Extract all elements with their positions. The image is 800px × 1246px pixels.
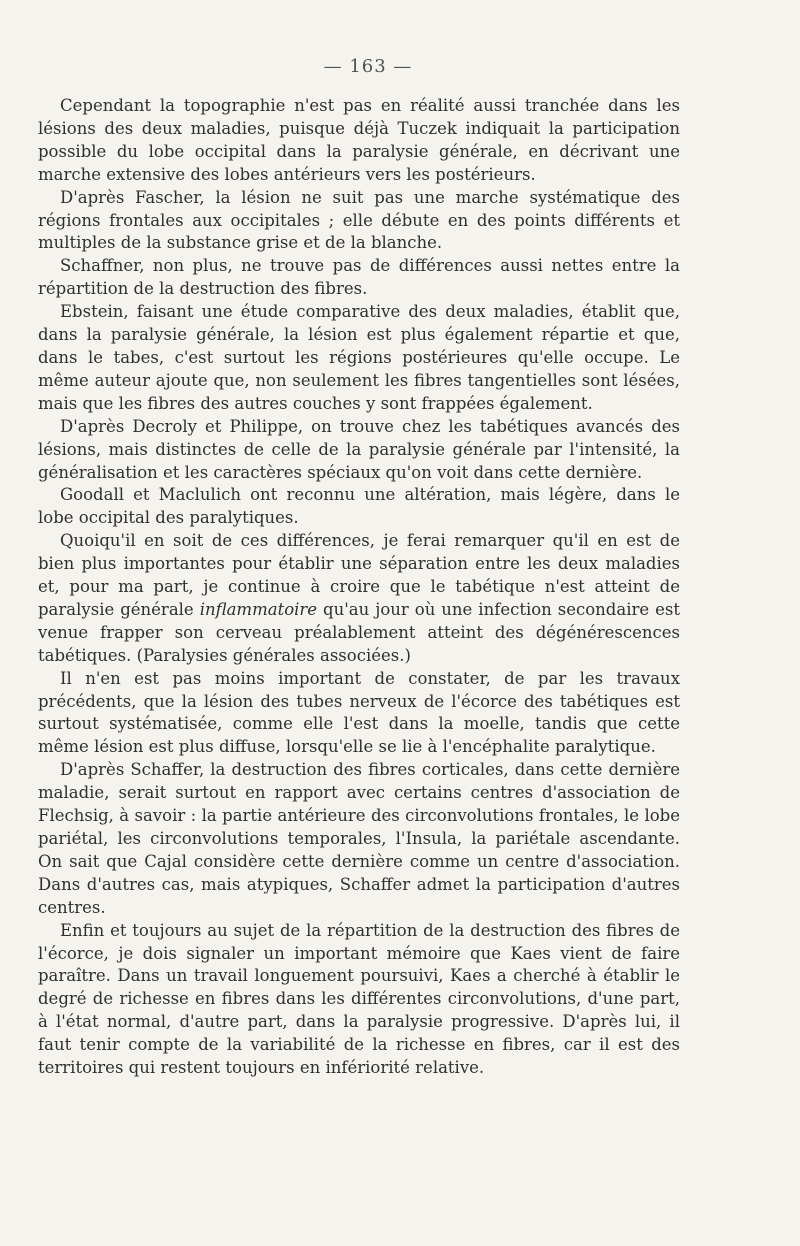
paragraph-5: D'après Decroly et Philippe, on trouve chez les tabétiques avancés des lésions, mais distinctes de celle de la paralysie générale par l'intensité, la généralisation et les caractères spéciaux qu'on voit dans cette dernière. (38, 416, 680, 482)
paragraph-9: D'après Schaffer, la destruction des fibres corticales, dans cette dernière maladie, serait surtout en rapport avec certains centres d'association de Flechsig, à savoir : la partie antérieure des circonvolutions frontales, le lobe pariétal, les circonvolutions temporales, l'Insula, la pariétale ascendante. On sait que Cajal considère cette dernière comme un centre d'association. Dans d'autres cas, mais atypiques, Schaffer admet la participation d'autres centres. (38, 760, 680, 917)
italic-term: inflammatoire (199, 599, 318, 619)
paragraph-7-start: Quoiqu'il en soit de ces différences, je ferai remarquer qu'il en est de bien plus importantes pour établir une séparation entre les deux maladies et, pour ma part, je continue à croire que le tabétique n'est atteint de paralysie générale (38, 531, 680, 619)
paragraph-8: Il n'en est pas moins important de constater, de par les travaux précédents, que la lésion des tubes nerveux de l'écorce des tabétiques est surtout systématisée, comme elle l'est dans la moelle, tandis que cette même lésion est plus diffuse, lorsqu'elle se lie à l'encéphalite paralytique. (38, 668, 680, 757)
paragraph-1: Cependant la topographie n'est pas en réalité aussi tranchée dans les lésions des deux maladies, puisque déjà Tuczek indiquait la participation possible du lobe occipital dans la paralysie générale, en décrivant une marche extensive des lobes antérieurs vers les postérieurs. (38, 96, 680, 184)
paragraph-10: Enfin et toujours au sujet de la répartition de la destruction des fibres de l'écorce, je dois signaler un important mémoire que Kaes vient de faire paraître. Dans un travail longuement poursuivi, Kaes a cherché à établir le degré de richesse en fibres dans les différentes circonvolutions, d'une part, à l'état normal, d'autre part, dans la paralysie progressive. D'après lui, il faut tenir compte de la variabilité de la richesse en fibres, car il est des territoires qui restent toujours en infériorité relative. (38, 920, 680, 1078)
paragraph-7-end: qu'au jour où une infection secondaire est venue frapper son cerveau préalablement atteint des dégénérescences tabétiques. (Paralysies générales associées.) (38, 599, 680, 665)
paragraph-6: Goodall et Maclulich ont reconnu une altération, mais légère, dans le lobe occipital des paralytiques. (38, 485, 680, 528)
page-number: — 163 — (323, 56, 413, 77)
book-page (38, 56, 680, 1080)
paragraph-7 (38, 530, 680, 667)
paragraph-4: Ebstein, faisant une étude comparative des deux maladies, établit que, dans la paralysie générale, la lésion est plus également répartie et que, dans le tabes, c'est surtout les régions postérieures qu'elle occupe. Le même auteur ajoute que, non seulement les fibres tangentielles sont lésées, mais que les fibres des autres couches y sont frappées également. (38, 302, 680, 413)
paragraph-3: Schaffner, non plus, ne trouve pas de différences aussi nettes entre la répartition de la destruction des fibres. (38, 256, 680, 299)
paragraph-2: D'après Fascher, la lésion ne suit pas une marche systématique des régions frontales aux occipitales ; elle débute en des points différents et multiples de la substance grise et de la blanche. (38, 187, 680, 253)
